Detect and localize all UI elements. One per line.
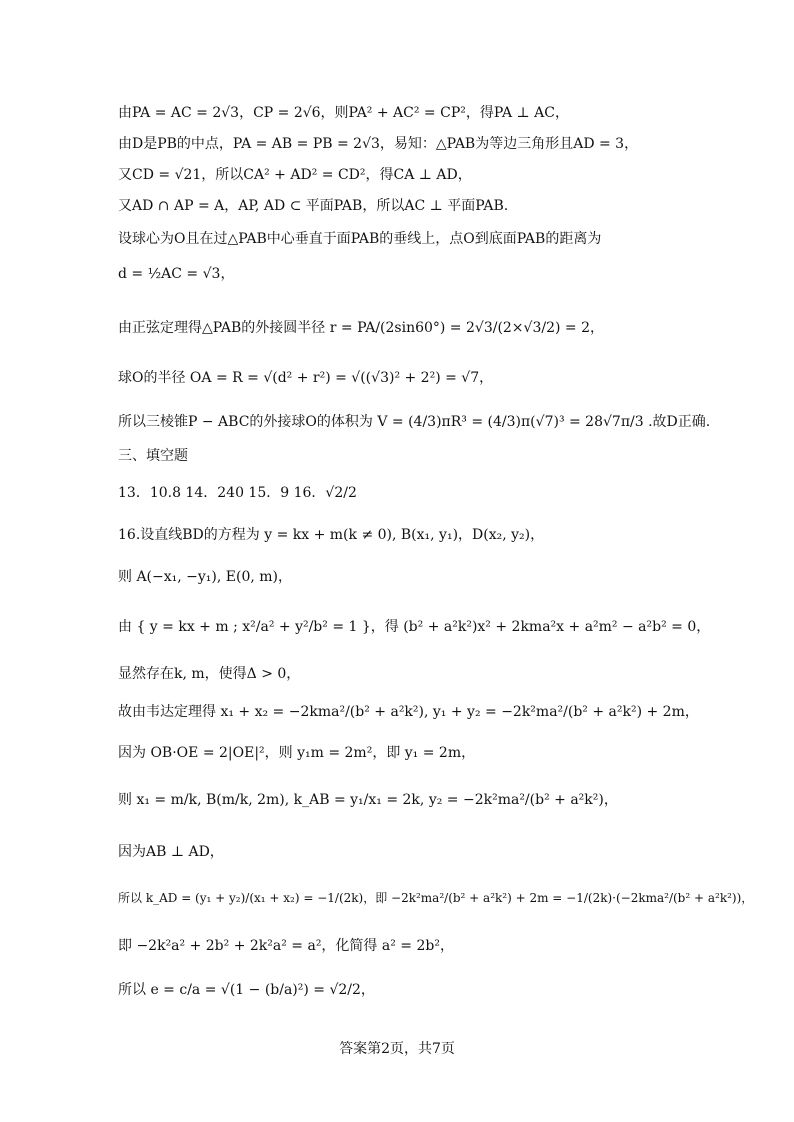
line-15: 显然存在k, m，使得Δ > 0，	[118, 666, 301, 682]
line-3: 又CD = √21，所以CA² + AD² = CD²，得CA ⊥ AD，	[118, 167, 472, 183]
line-12: 16.设直线BD的方程为 y = kx + m(k ≠ 0), B(x₁, y₁)，D(x₂, y₂)，	[118, 527, 545, 543]
section-heading: 三、填空题	[118, 448, 188, 464]
line-21: 即 −2k²a² + 2b² + 2k²a² = a²，化简得 a² = 2b²，	[118, 938, 454, 954]
line-17: 因为 OB·OE = 2|OE|²，则 y₁m = 2m²，即 y₁ = 2m，	[118, 745, 476, 761]
line-9: 所以三棱锥P − ABC的外接球O的体积为 V = (4/3)πR³ = (4/3)π(√7)³ = 28√7π/3 .故D正确.	[118, 414, 711, 430]
line-22: 所以 e = c/a = √(1 − (b/a)²) = √2/2，	[118, 982, 375, 998]
line-19: 因为AB ⊥ AD，	[118, 844, 224, 860]
page-footer: 答案第2页，共7页	[339, 1041, 455, 1057]
answers-line: 13．10.8 14．240 15．9 16．√2/2	[118, 485, 357, 501]
line-4: 又AD ∩ AP = A，AP, AD ⊂ 平面PAB，所以AC ⊥ 平面PAB.	[118, 198, 509, 214]
line-8: 球O的半径 OA = R = √(d² + r²) = √((√3)² + 2²) = √7，	[118, 370, 494, 386]
line-20: 所以 k_AD = (y₁ + y₂)/(x₁ + x₂) = −1/(2k)，即 −2k²ma²/(b² + a²k²) + 2m = −1/(2k)·(−2kma²/(b² + a²k²))，	[118, 891, 754, 905]
line-13: 则 A(−x₁, −y₁), E(0, m)，	[118, 569, 293, 585]
line-1: 由PA = AC = 2√3，CP = 2√6，则PA² + AC² = CP²，得PA ⊥ AC，	[118, 105, 569, 121]
line-14: 由 { y = kx + m ; x²/a² + y²/b² = 1 }，得 (b² + a²k²)x² + 2kma²x + a²m² − a²b² = 0，	[118, 619, 711, 635]
line-5: 设球心为O且在过△PAB中心垂直于面PAB的垂线上，点O到底面PAB的距离为	[118, 231, 602, 247]
line-2: 由D是PB的中点，PA = AB = PB = 2√3，易知：△PAB为等边三角形且AD = 3，	[118, 136, 639, 152]
line-16: 故由韦达定理得 x₁ + x₂ = −2kma²/(b² + a²k²), y₁ + y₂ = −2k²ma²/(b² + a²k²) + 2m，	[118, 704, 699, 720]
line-7: 由正弦定理得△PAB的外接圆半径 r = PA/(2sin60°) = 2√3/(2×√3/2) = 2，	[118, 320, 604, 336]
line-6: d = ½AC = √3，	[118, 266, 235, 282]
line-18: 则 x₁ = m/k, B(m/k, 2m), k_AB = y₁/x₁ = 2k, y₂ = −2k²ma²/(b² + a²k²)，	[118, 792, 618, 808]
